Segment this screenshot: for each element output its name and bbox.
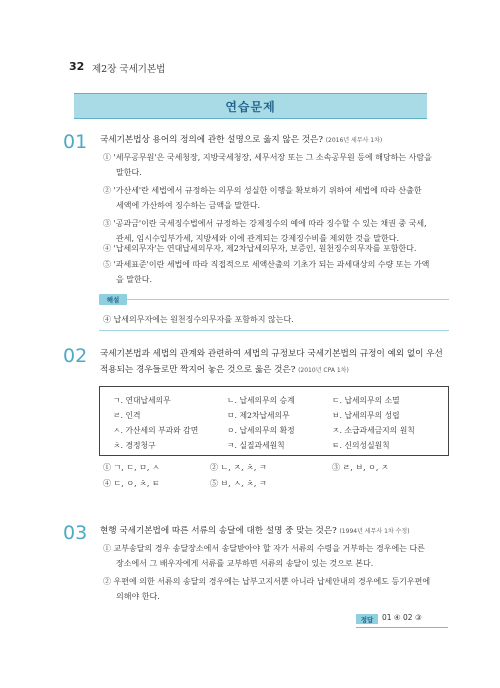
question-2-line-2-text: 적용되는 경우들로만 짝지어 놓은 것으로 옳은 것은? xyxy=(100,365,296,375)
question-3-option-1 xyxy=(103,541,425,571)
option-line: '납세의무자'는 연대납세의무자, 제2차납세의무자, 보증인, 원천징수의무자를 포함한다. xyxy=(113,244,417,253)
box-item: ㅌ. 신의성실원칙 xyxy=(332,441,390,450)
option-line: '과세표준'이란 세법에 따라 직접적으로 세액산출의 기초가 되는 과세대상의 수량 또는 가액 xyxy=(113,260,430,269)
option-line: 세액에 가산하여 징수하는 금액을 말한다. xyxy=(116,201,261,210)
option-label: ① xyxy=(103,544,111,553)
question-2-number: 02 xyxy=(63,345,88,367)
box-item: ㅅ. 가산세의 부과와 감면 xyxy=(113,426,199,435)
box-item: ㅁ. 제2차납세의무 xyxy=(227,411,290,420)
banner-title: 연습문제 xyxy=(225,99,276,114)
answer-rule xyxy=(356,627,448,628)
question-3-text xyxy=(100,523,410,540)
option-line: '가산세'란 세법에서 규정하는 의무의 성실한 이행을 확보하기 위하여 세법에 따라 산출한 xyxy=(113,186,422,195)
question-2-answer-option: ⑤ ㅂ, ㅅ, ㅊ, ㅋ xyxy=(210,479,267,488)
page-number: 32 xyxy=(69,60,85,73)
option-line: 우편에 의한 서류의 송달의 경우에는 납부고지서뿐 아니라 납세안내의 경우에도 등기우편에 xyxy=(113,577,431,586)
question-1-source: (2016년 세무사 1차) xyxy=(325,137,383,144)
box-item: ㅋ. 실질과세원칙 xyxy=(227,441,285,450)
question-3-number: 03 xyxy=(63,522,88,544)
question-3-source: (1994년 세무사 1차 수정) xyxy=(339,528,410,535)
option-label: ① xyxy=(103,153,111,162)
answer-tag: 정답 xyxy=(356,614,378,624)
question-1-option-1 xyxy=(103,150,432,180)
option-label: ③ xyxy=(103,219,111,228)
option-line: '공과금'이란 국세징수법에서 규정하는 강제징수의 예에 따라 징수할 수 있는 채권 중 국세, xyxy=(113,219,427,228)
question-1-stem: 국세기본법상 용어의 정의에 관한 설명으로 옳지 않은 것은? xyxy=(100,135,323,145)
option-label: ⑤ xyxy=(103,260,111,269)
question-2-line-1: 국세기본법과 세법의 관계와 관련하여 세법의 규정보다 국세기본법의 규정이 예외 없이 우선 xyxy=(100,349,443,359)
chapter-title: 제2장 국세기본법 xyxy=(92,64,166,75)
explanation-text: ④ 납세의무자에는 원천징수의무자를 포함하지 않는다. xyxy=(103,315,294,324)
question-2-answer-option: ④ ㄷ, ㅇ, ㅊ, ㅌ xyxy=(103,479,160,488)
question-3-option-2 xyxy=(103,574,430,604)
question-2-answer-option: ③ ㄹ, ㅂ, ㅇ, ㅈ xyxy=(332,463,389,472)
question-2-answer-option: ① ㄱ, ㄷ, ㅁ, ㅅ xyxy=(103,463,160,472)
box-item: ㄷ. 납세의무의 소멸 xyxy=(332,396,400,405)
question-1-text xyxy=(100,132,382,149)
option-line: 장소에서 그 배우자에게 서류를 교부하면 서류의 송달이 있는 것으로 본다. xyxy=(116,559,374,568)
box-item: ㅊ. 경정청구 xyxy=(113,441,156,450)
box-item: ㄱ. 연대납세의무 xyxy=(113,396,171,405)
option-label: ② xyxy=(103,577,111,586)
question-1-option-2 xyxy=(103,183,422,213)
option-line: 교부송달의 경우 송달장소에서 송달받아야 할 자가 서류의 수령을 거부하는 경우에는 다른 xyxy=(113,544,425,553)
question-3-stem: 현행 국세기본법에 따른 서류의 송달에 대한 설명 중 맞는 것은? xyxy=(100,526,337,536)
question-1-option-5 xyxy=(103,257,429,287)
box-item: ㅂ. 납세의무의 성립 xyxy=(332,411,400,420)
question-2-items-box xyxy=(99,386,449,456)
box-item: ㅈ. 소급과세금지의 원칙 xyxy=(332,426,415,435)
option-line: 의해야 한다. xyxy=(116,592,160,601)
option-line: 을 말한다. xyxy=(116,275,152,284)
option-line: '세무공무원'은 국세청장, 지방국세청장, 세무서장 또는 그 소속공무원 등에 해당하는 사람을 xyxy=(113,153,432,162)
box-item: ㄴ. 납세의무의 승계 xyxy=(227,396,295,405)
option-line: 말한다. xyxy=(116,168,142,177)
section-banner xyxy=(74,93,427,119)
option-line: 관세, 임시수입부가세, 지방세와 이에 관계되는 강제징수비를 제외한 것을 말한다. xyxy=(116,234,399,243)
explanation-tag: 해설 xyxy=(99,294,127,305)
box-item: ㅇ. 납세의무의 확정 xyxy=(227,426,295,435)
explanation-rule xyxy=(127,299,449,300)
question-2-source: (2010년 CPA 1차) xyxy=(298,367,349,374)
question-2-answer-option: ② ㄴ, ㅈ, ㅊ, ㅋ xyxy=(210,463,267,472)
explanation-bottom-rule xyxy=(99,330,449,331)
question-2-line-2 xyxy=(100,362,443,379)
option-label: ④ xyxy=(103,244,111,253)
answer-text: 01 ④ 02 ③ xyxy=(382,613,422,622)
box-item: ㄹ. 인격 xyxy=(113,411,141,420)
question-1-number: 01 xyxy=(63,131,88,153)
question-1-option-4 xyxy=(103,241,416,256)
option-label: ② xyxy=(103,186,111,195)
question-2-text xyxy=(100,346,443,379)
